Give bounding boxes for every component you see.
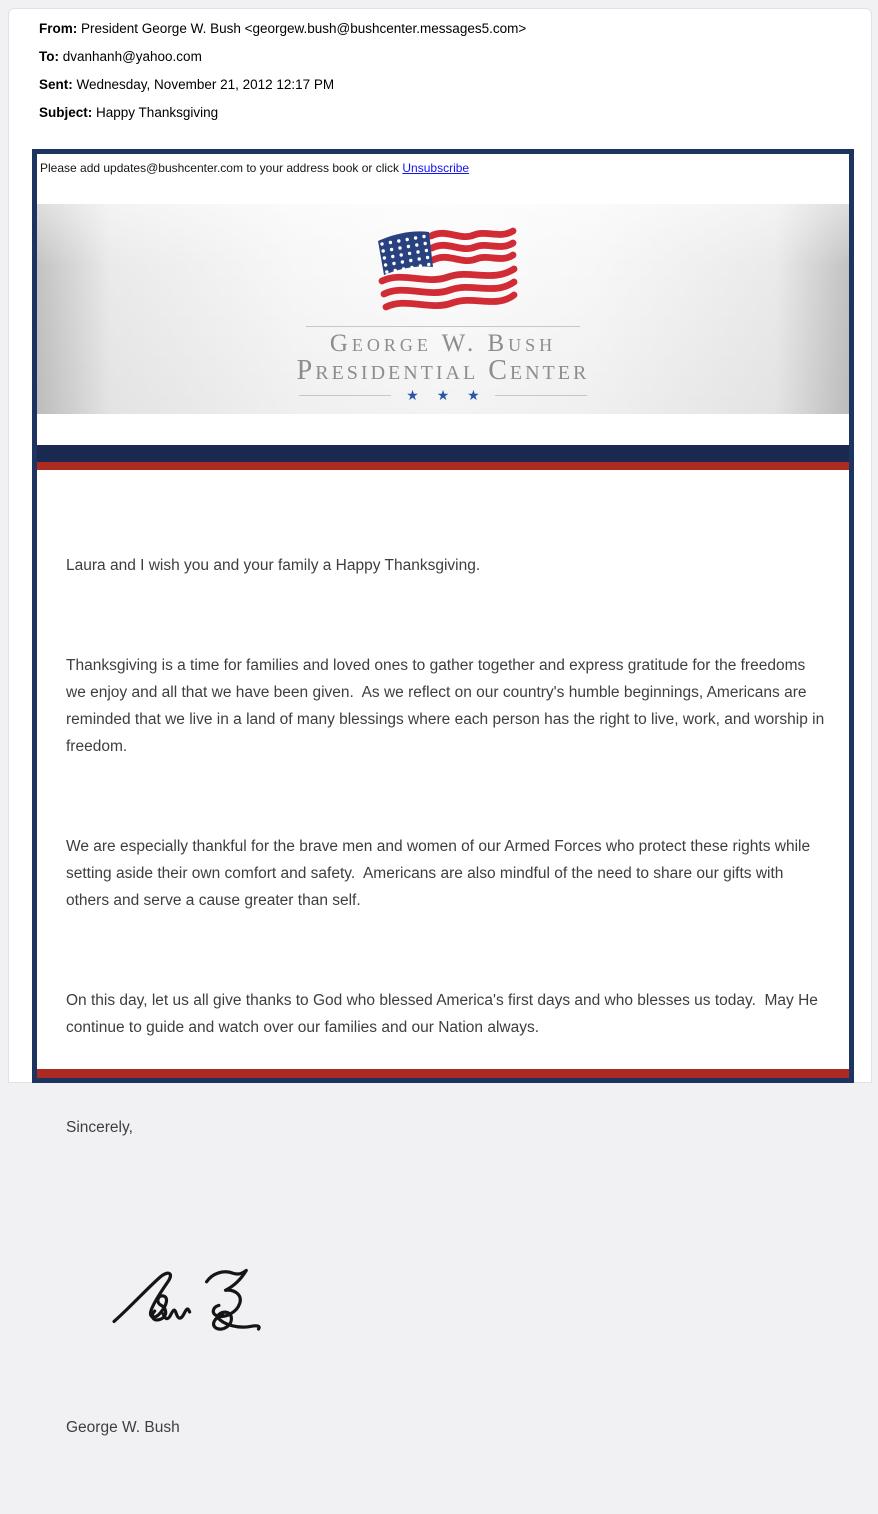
meta-from-row [39,15,526,43]
org-name-line2: Presidential Center [296,355,590,386]
to-value: dvanhanh@yahoo.com [62,49,202,64]
meta-to-row [39,43,526,71]
email-client-page [8,8,872,1436]
meta-sent-row [39,71,526,99]
banner-letter-gap [37,414,849,445]
subject-label: Subject: [39,105,93,120]
from-label: From: [39,21,78,36]
red-stripe [37,462,849,470]
subject-value: Happy Thanksgiving [96,105,219,120]
preheader-text: Please add updates@bushcenter.com to your address book or click [40,161,403,175]
sent-value: Wednesday, November 21, 2012 12:17 PM [76,77,335,92]
paragraph: On this day, let us all give thanks to God who blessed America's first days and who blesses us today. May He continue to guide and watch over our families and our Nation always. [66,992,823,1036]
rule-right [495,395,587,396]
email-meta-header [39,15,526,127]
paragraph: Laura and I wish you and your family a Happy Thanksgiving. [66,557,481,574]
bush-center-banner [37,204,849,414]
us-flag-icon [37,225,849,320]
signer-name: George W. Bush [66,1419,180,1436]
three-stars-icon: ★ ★ ★ [406,387,487,403]
unsubscribe-link[interactable]: Unsubscribe [402,161,470,175]
paragraph: We are especially thankful for the brave men and women of our Armed Forces who protect these rights while setting aside their own comfort and safety. Americans are also mindful of the need to share our gifts with others and serve a cause greater than self. [66,838,815,909]
email-message-container [32,149,854,1436]
meta-subject-row [39,99,526,127]
bottom-red-stripe [37,1069,849,1078]
letter-body [37,470,849,1514]
logo-divider-bottom [37,388,849,402]
rule-left [299,395,391,396]
from-value: President George W. Bush <georgew.bush@bushcenter.messages5.com> [81,21,527,36]
logo-divider-top [306,326,580,327]
to-label: To: [39,49,59,64]
sent-label: Sent: [39,77,73,92]
paragraph: Thanksgiving is a time for families and loved ones to gather together and express gratitude for the freedoms we enjoy and all that we have been given. As we reflect on our country's humble beginnings, Americans are reminded that we live in a land of many blessings where each person has the right to live, work, and worship in freedom. [66,657,829,755]
preheader-bar [37,154,849,204]
george-w-bush-signature-image [68,1234,829,1319]
navy-band [37,445,849,462]
org-name-line1: George W. Bush [329,330,557,357]
closing-line: Sincerely, [66,1119,133,1136]
